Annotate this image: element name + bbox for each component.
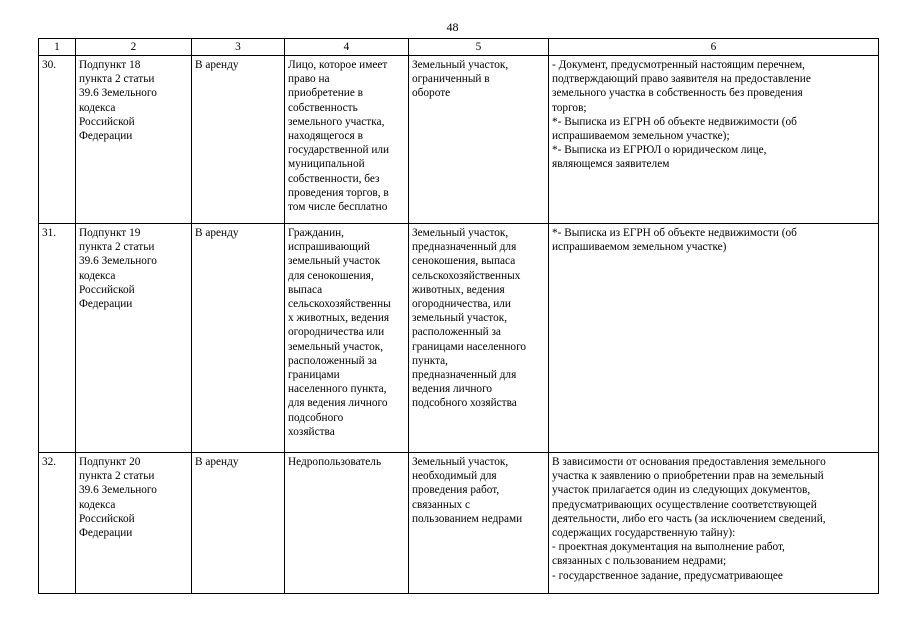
land-plot-cell: Земельный участок, ограниченный в обороте xyxy=(409,56,549,224)
legal-basis-cell: Подпункт 20 пункта 2 статьи 39.6 Земельного кодекса Российской Федерации xyxy=(76,453,192,594)
table-row xyxy=(39,56,879,224)
legal-basis-cell: Подпункт 19 пункта 2 статьи 39.6 Земельного кодекса Российской Федерации xyxy=(76,224,192,453)
row-number: 30. xyxy=(39,56,76,224)
legal-basis-cell: Подпункт 18 пункта 2 статьи 39.6 Земельного кодекса Российской Федерации xyxy=(76,56,192,224)
right-type-cell: В аренду xyxy=(192,224,285,453)
column-header: 1 xyxy=(39,39,76,56)
land-plot-cell: Земельный участок, предназначенный для сенокошения, выпаса сельскохозяйственных животных, ведения огородничества, или земельный участок, расположенный за границами населенного пункта, предназначенный для ведения личного подсобного хозяйства xyxy=(409,224,549,453)
applicant-cell: Гражданин, испрашивающий земельный участок для сенокошения, выпаса сельскохозяйственны х животных, ведения огородничества или земельный участок, расположенный за границами населенного пункта, для ведения личного подсобного хозяйства xyxy=(285,224,409,453)
document-table xyxy=(38,38,879,594)
right-type-cell: В аренду xyxy=(192,56,285,224)
applicant-cell: Лицо, которое имеет право на приобретение в собственность земельного участка, находящегося в государственной или муниципальной собственности, без проведения торгов, в том числе бесплатно xyxy=(285,56,409,224)
land-plot-cell: Земельный участок, необходимый для проведения работ, связанных с пользованием недрами xyxy=(409,453,549,594)
column-header: 2 xyxy=(76,39,192,56)
row-number: 31. xyxy=(39,224,76,453)
row-number: 32. xyxy=(39,453,76,594)
table-row xyxy=(39,224,879,453)
column-header: 5 xyxy=(409,39,549,56)
column-header: 6 xyxy=(549,39,879,56)
documents-cell: *- Выписка из ЕГРН об объекте недвижимости (об испрашиваемом земельном участке) xyxy=(549,224,879,453)
page-number: 48 xyxy=(446,20,459,34)
applicant-cell: Недропользователь xyxy=(285,453,409,594)
column-header: 4 xyxy=(285,39,409,56)
column-header: 3 xyxy=(192,39,285,56)
right-type-cell: В аренду xyxy=(192,453,285,594)
documents-cell: - Документ, предусмотренный настоящим перечнем, подтверждающий право заявителя на предоставление земельного участка в собственность без проведения торгов; *- Выписка из ЕГРН об объекте недвижимости (об испрашиваемом земельном участке); *- Выписка из ЕГРЮЛ о юридическом лице, являющемся заявителем xyxy=(549,56,879,224)
table-row xyxy=(39,453,879,594)
documents-cell: В зависимости от основания предоставления земельного участка к заявлению о приобретении прав на земельный участок прилагается один из следующих документов, предусматривающих осуществление соответствующей деятельности, либо его часть (за исключением сведений, содержащих государственную тайну): - проектная документация на выполнение работ, связанных с пользованием недрами; - государственное задание, предусматривающее xyxy=(549,453,879,594)
table-header-row xyxy=(39,39,879,56)
